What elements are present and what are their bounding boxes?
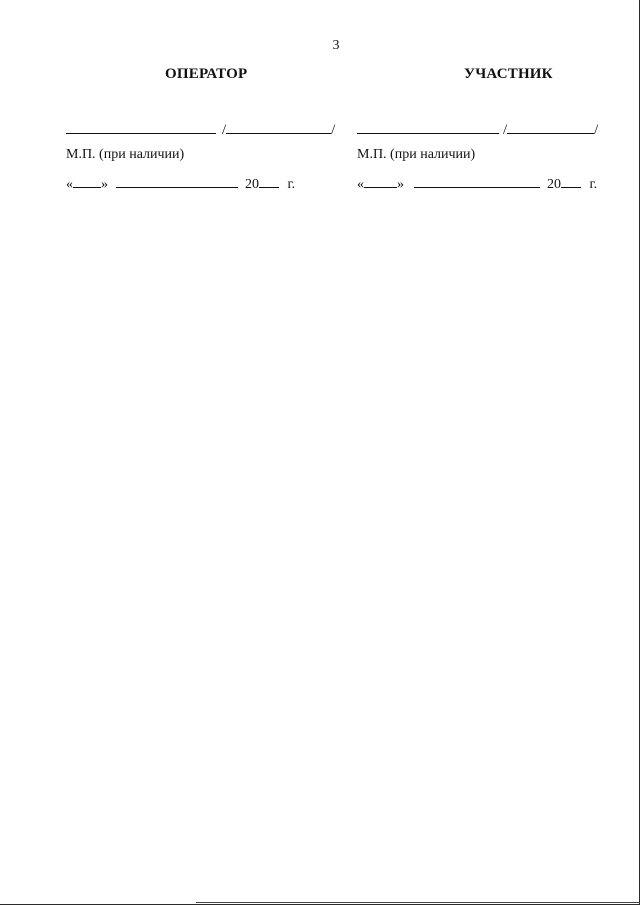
operator-year-prefix: 20 bbox=[245, 177, 259, 192]
participant-day-line bbox=[364, 173, 397, 188]
participant-signature-row bbox=[357, 119, 598, 137]
operator-day-line bbox=[73, 173, 101, 188]
operator-year-line bbox=[259, 173, 279, 188]
participant-year-line bbox=[561, 173, 581, 188]
participant-slash-1: / bbox=[503, 122, 508, 138]
page-number: 3 bbox=[332, 38, 340, 53]
operator-month-line bbox=[116, 173, 238, 188]
participant-year-prefix: 20 bbox=[547, 177, 561, 192]
participant-month-line bbox=[414, 173, 540, 188]
participant-signature-block bbox=[357, 0, 607, 240]
operator-signature-row bbox=[66, 119, 335, 137]
participant-year-suffix: г. bbox=[589, 177, 598, 192]
participant-name-line bbox=[507, 119, 594, 134]
participant-slash-2: / bbox=[594, 122, 599, 138]
operator-name-line bbox=[226, 119, 331, 134]
participant-title: УЧАСТНИК bbox=[464, 66, 553, 82]
operator-title: ОПЕРАТОР bbox=[165, 66, 248, 82]
operator-slash-2: / bbox=[331, 122, 336, 138]
operator-signature-block bbox=[66, 0, 346, 240]
operator-quote-close: » bbox=[101, 177, 108, 192]
operator-slash-1: / bbox=[222, 122, 227, 138]
participant-quote-close: » bbox=[397, 177, 404, 192]
participant-date-row bbox=[357, 173, 597, 193]
participant-quote-open: « bbox=[357, 177, 364, 192]
operator-date-row bbox=[66, 173, 295, 193]
operator-quote-open: « bbox=[66, 177, 73, 192]
participant-stamp-label: М.П. (при наличии) bbox=[357, 147, 476, 162]
bottom-edge-rule bbox=[196, 902, 640, 903]
participant-signature-line bbox=[357, 119, 499, 134]
operator-stamp-label: М.П. (при наличии) bbox=[66, 147, 185, 162]
operator-year-suffix: г. bbox=[287, 177, 296, 192]
operator-signature-line bbox=[66, 119, 216, 134]
